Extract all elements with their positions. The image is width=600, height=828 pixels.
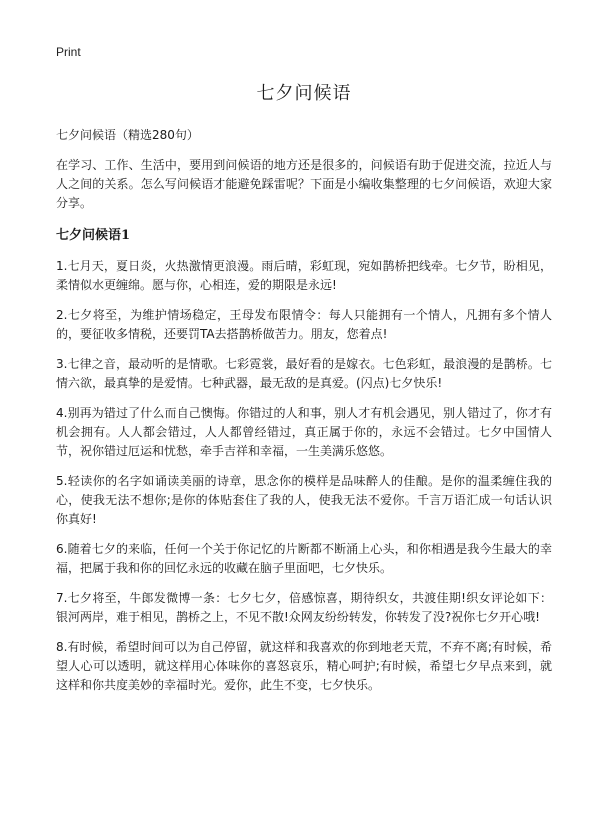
document-subtitle: 七夕问候语（精选280句） <box>56 128 199 142</box>
section-heading: 七夕问候语1 <box>56 228 131 243</box>
greeting-item-7: 7.七夕将至，牛郎发微博一条：七夕七夕，倍感惊喜，期待织女，共渡佳期!织女评论如下：银河两岸，难于相见，鹊桥之上，不见不散!众网友纷纷转发，你转发了没?祝你七夕开心哦! <box>56 591 552 624</box>
greeting-item-4: 4.别再为错过了什么而自己懊悔。你错过的人和事，别人才有机会遇见，别人错过了，你才有机会拥有。人人都会错过，人人都曾经错过，真正属于你的，永远不会错过。七夕中国情人节，祝你错过厄运和忧愁，牵手吉祥和幸福，一生美满乐悠悠。 <box>56 406 552 458</box>
greeting-item-6: 6.随着七夕的来临，任何一个关于你记忆的片断都不断涌上心头，和你相遇是我今生最大的幸福，把属于我和你的回忆永远的收藏在脑子里面吧，七夕快乐。 <box>56 542 552 575</box>
page-title: 七夕问候语 <box>256 83 352 104</box>
greeting-item-3: 3.七律之音，最动听的是情歌。七彩霓裳，最好看的是嫁衣。七色彩虹，最浪漫的是鹊桥。七情六欲，最真挚的是爱情。七种武器，最无敌的是真爱。(闪点)七夕快乐! <box>56 357 552 390</box>
greeting-item-1: 1.七月天，夏日炎，火热激情更浪漫。雨后晴，彩虹现，宛如鹊桥把线牵。七夕节，盼相见，柔情似水更缠绵。愿与你，心相连，爱的期限是永远! <box>56 259 552 292</box>
greeting-item-2: 2.七夕将至，为维护情场稳定，王母发布限情令：每人只能拥有一个情人，凡拥有多个情人的，要征收多情税，还要罚TA去搭鹊桥做苦力。朋友，您着点! <box>56 308 552 341</box>
print-link[interactable]: Print <box>56 45 81 59</box>
greeting-item-8: 8.有时候，希望时间可以为自己停留，就这样和我喜欢的你到地老天荒，不弃不离;有时候，希望人心可以透明，就这样用心体味你的喜怒哀乐，精心呵护;有时候，希望七夕早点来到，就这样和你共度美妙的幸福时光。爱你，此生不变，七夕快乐。 <box>56 640 552 692</box>
greeting-item-5: 5.轻读你的名字如诵读美丽的诗章，思念你的模样是品味醉人的佳酿。是你的温柔缠住我的心，使我无法不想你;是你的体贴套住了我的人，使我无法不爱你。千言万语汇成一句话认识你真好! <box>56 474 552 526</box>
intro-paragraph: 在学习、工作、生活中，要用到问候语的地方还是很多的，问候语有助于促进交流，拉近人与人之间的关系。怎么写问候语才能避免踩雷呢？下面是小编收集整理的七夕问候语，欢迎大家分享。 <box>56 158 552 210</box>
